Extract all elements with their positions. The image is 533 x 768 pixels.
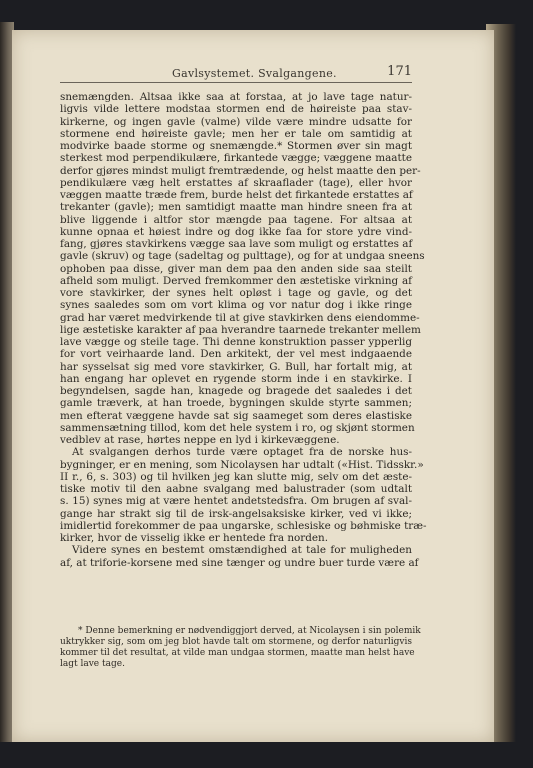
text-line: trekanter (gavle); men samtidigt maatte man hindre sneen fra at	[60, 201, 412, 214]
text-line: gamle træverk, at han troede, bygningen skulde styrte sammen;	[60, 397, 412, 410]
text-line: ophoben paa disse, giver man dem paa den anden side saa steilt	[60, 262, 412, 275]
text-line: kunne opnaa et høiest indre og dog ikke faa for store ydre vind-	[60, 225, 412, 238]
text-line: pendikulære væg helt erstattes af skraaflader (tage), eller hvor	[60, 176, 412, 189]
body-text	[60, 91, 427, 569]
text-line: derfor gjøres mindst muligt fremtrædende, og helst maatte den per-	[60, 164, 421, 177]
text-line: han engang har oplevet en rygende storm inde i en stavkirke. I	[60, 372, 412, 385]
text-line: lige æstetiske karakter af paa hverandre taarnede trekanter mellem	[60, 323, 421, 336]
text-line: gavle (skruv) og tage (sadeltag og pulttage), og for at undgaa sneens	[60, 250, 425, 263]
text-line: Videre synes en bestemt omstændighed at tale for muligheden	[72, 544, 412, 557]
text-line: men efterat væggene havde sat sig saameget som deres elastiske	[60, 409, 412, 422]
text-line: lave vægge og steile tage. Thi denne konstruktion passer ypperlig	[60, 336, 412, 348]
text-line: begyndelsen, sagde han, knagede og bragede det saaledes i det	[60, 385, 412, 397]
text-line: gange har strakt sig til de irsk-angelsaksiske kirker, ved vi ikke;	[60, 507, 412, 520]
text-line: ligvis vilde lettere modstaa stormen end de høireiste paa stav-	[60, 103, 412, 116]
text-line: kirker, hvor de visselig ikke er hentede fra norden.	[60, 532, 329, 544]
text-line: kirkerne, og ingen gavle (valme) vilde være mindre udsatte for	[60, 115, 412, 128]
text-line: snemængden. Altsaa ikke saa at forstaa, at jo lave tage natur-	[60, 91, 412, 103]
footnote-line: uktrykker sig, som om jeg blot havde talt om stormene, og derfor naturligvis	[60, 637, 412, 647]
text-line: modvirke baade storme og snemængde.* Stormen øver sin magt	[60, 140, 412, 152]
text-line: At svalgangen derhos turde være optaget fra de norske hus-	[72, 446, 412, 459]
footnote-line: lagt lave tage.	[60, 659, 125, 669]
footnote	[60, 626, 421, 670]
text-line: vore stavkirker, der synes helt opløst i tage og gavle, og det	[60, 287, 412, 299]
text-line: s. 15) synes mig at være hentet andetstedsfra. Om brugen af sval-	[60, 495, 412, 508]
text-line: sammensætning tillod, kom det hele system i ro, og skjønt stormen	[60, 421, 415, 434]
text-line: sterkest mod perpendikulære, firkantede vægge; væggene maatte	[60, 152, 412, 165]
text-line: væggen maatte træde frem, burde helst det firkantede erstattes af	[60, 189, 413, 201]
text-line: vedblev at rase, hørtes neppe en lyd i kirkevæggene.	[60, 434, 340, 446]
footnote-line: kommer til det resultat, at vilde man undgaa stormen, maatte man helst have	[60, 648, 415, 658]
text-line: afheld som muligt. Derved fremkommer den æstetiske virkning af	[60, 274, 412, 287]
text-line: bygninger, er en mening, som Nicolaysen har udtalt («Hist. Tidsskr.»	[60, 458, 424, 471]
text-line: grad har været medvirkende til at give stavkirken dens eiendomme-	[60, 311, 420, 324]
running-title: Gavlsystemet. Svalgangene.	[172, 67, 337, 80]
text-line: for vort veirhaarde land. Den arkitekt, der vel mest indgaaende	[60, 348, 412, 361]
text-line: II r., 6, s. 303) og til hvilken jeg kan slutte mig, selv om det æste-	[60, 470, 412, 483]
text-line: synes saaledes som om vort klima og vor natur dog i ikke ringe	[60, 299, 412, 312]
text-line: stormene end høireiste gavle; men her er tale om samtidig at	[60, 127, 412, 140]
text-line: fang, gjøres stavkirkens vægge saa lave som muligt og erstattes af	[60, 238, 413, 250]
text-line: af, at triforie-korsene med sine tænger og undre buer turde være af	[60, 556, 419, 569]
text-line: blive liggende i altfor stor mængde paa tagene. For altsaa at	[60, 213, 412, 226]
text-line: imidlertid forekommer de paa ungarske, schlesiske og bøhmiske træ-	[60, 519, 427, 532]
text-line: har sysselsat sig med vore stavkirker, G. Bull, har fortalt mig, at	[60, 360, 412, 373]
page-header	[60, 64, 412, 82]
header-rule	[60, 82, 412, 83]
footnote-line: * Denne bemerkning er nødvendiggjort derved, at Nicolaysen i sin polemik	[78, 626, 421, 636]
page-number: 171	[387, 64, 412, 79]
text-line: tiske motiv til den aabne svalgang med balustrader (som udtalt	[60, 483, 412, 495]
